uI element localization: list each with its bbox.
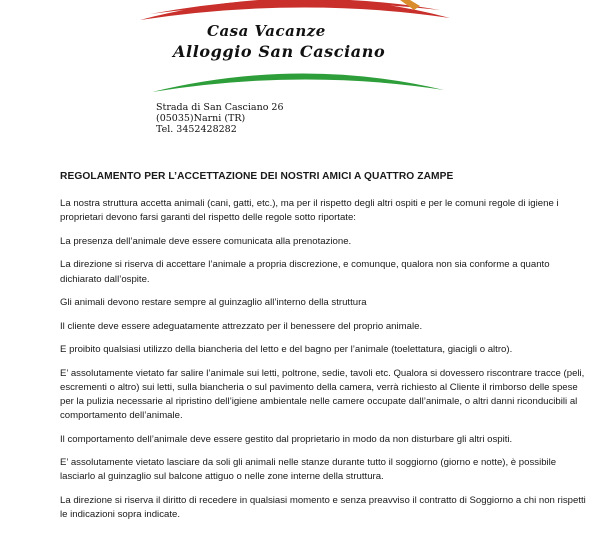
- address-city: (05035)Narni (TR): [156, 113, 246, 124]
- paragraph: Il cliente deve essere adeguatamente attrezzato per il benessere del proprio animale.: [60, 320, 423, 332]
- document-body: [60, 170, 590, 532]
- paragraph: E’ assolutamente vietato far salire l’animale sui letti, poltrone, sedie, tavoli etc. Qualora si dovessero riscontrare tracce (peli, escrementi o altro) sui letti, sulla biancheria o sul pavimento della camera, verrà richiesto al Cliente il rimborso delle spese per la pulizia necessarie al ripristino dell’igiene ambientale nelle camere occupate dall’animale, o altri danni riconducibili al comportamento dell’animale.: [60, 367, 585, 422]
- address-phone: Tel. 3452428282: [156, 124, 237, 135]
- paragraph: Gli animali devono restare sempre al guinzaglio all’interno della struttura: [60, 297, 367, 309]
- address-block: [156, 102, 284, 135]
- logo: [0, 0, 615, 100]
- paragraph: E proibito qualsiasi utilizzo della biancheria del letto e del bagno per l’animale (toelettatura, giacigli o altro).: [60, 344, 513, 356]
- brand-name-line1: Casa Vacanze: [207, 22, 326, 40]
- brand-name-line2: Alloggio San Casciano: [173, 42, 386, 61]
- paragraph: La nostra struttura accetta animali (cani, gatti, etc.), ma per il rispetto degli altri ospiti e per le comuni regole di igiene i proprietari devono farsi garanti del rispetto delle regole sotto riportate:: [60, 198, 559, 224]
- green-swoosh: [152, 73, 444, 92]
- paragraph: Il comportamento dell’animale deve essere gestito dal proprietario in modo da non disturbare gli altri ospiti.: [60, 433, 513, 445]
- address-street: Strada di San Casciano 26: [156, 102, 284, 113]
- paragraph: La presenza dell’animale deve essere comunicata alla prenotazione.: [60, 235, 352, 247]
- paragraph: E’ assolutamente vietato lasciare da soli gli animali nelle stanze durante tutto il soggiorno (giorno e notte), è possibile lasciarlo al guinzaglio sul balcone attiguo o nelle zone interne della struttura.: [60, 457, 557, 483]
- document-title: REGOLAMENTO PER L’ACCETTAZIONE DEI NOSTRI AMICI A QUATTRO ZAMPE: [60, 171, 454, 182]
- paragraph: La direzione si riserva di accettare l’animale a propria discrezione, e comunque, qualora non sia conforme a quanto dichiarato dall’ospite.: [60, 259, 550, 285]
- paragraph: La direzione si riserva il diritto di recedere in qualsiasi momento e senza preavviso il contratto di Soggiorno a chi non rispetti le indicazioni sopra indicate.: [60, 494, 586, 521]
